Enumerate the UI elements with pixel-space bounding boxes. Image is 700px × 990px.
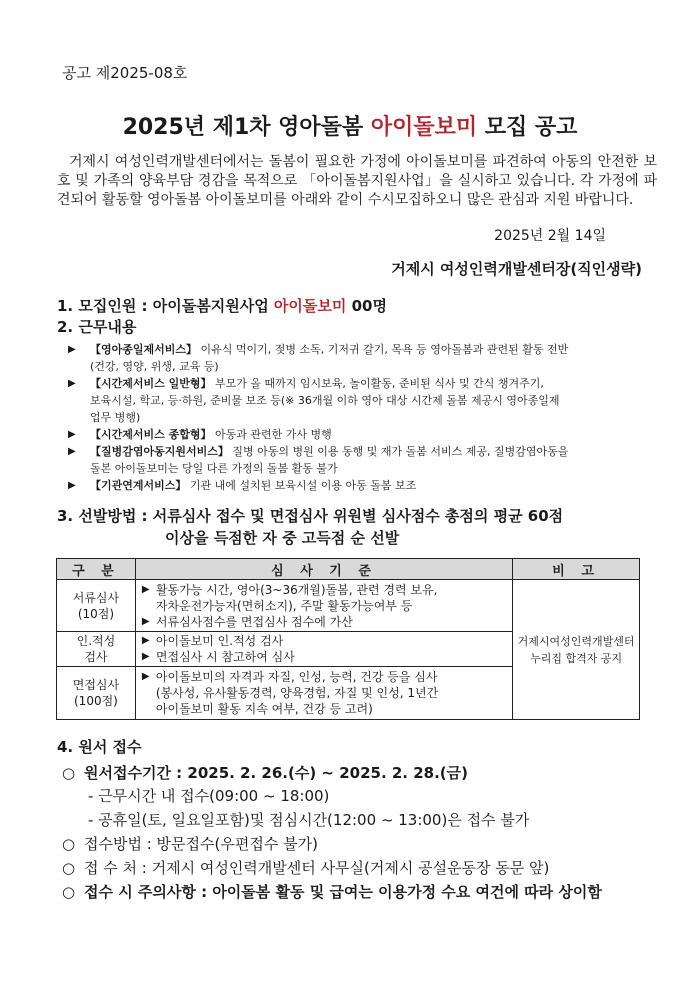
title-suffix: 모집 공고 [477, 115, 578, 140]
section-recruitment [57, 295, 387, 316]
triangle-bullet-icon: ▶ [141, 583, 150, 595]
circle-bullet-icon: ○ [62, 859, 76, 877]
triangle-bullet-icon: ▶ [68, 429, 76, 440]
service-tag: 【기관연계서비스】 [90, 479, 187, 492]
service-continuation: 보육시설, 학교, 등·하원, 준비물 보조 등(※ 36개월 이하 영아 대상 시간제 돌봄 제공시 영아종일제 [90, 394, 560, 407]
services-list [68, 341, 653, 494]
application-hours: - 근무시간 내 접수(09:00 ~ 18:00) [88, 787, 330, 805]
service-tag: 【질병감염아동지원서비스】 [90, 445, 229, 458]
application-method: ○ 접수방법 : 방문접수(우편접수 불가) [62, 835, 318, 853]
triangle-bullet-icon: ▶ [68, 378, 76, 389]
criteria-table [56, 558, 640, 720]
service-continuation: 돌본 아이돌보미는 당일 다른 가정의 돌봄 활동 불가 [90, 462, 338, 475]
row-criteria: ▶ 아이돌보미의 자격과 자질, 인성, 능력, 건강 등을 심사 (봉사성, 유사활동경력, 양육경험, 자질 및 인성, 1년간 아이돌보미 활동 지속 여부, 건강 등 고려) [135, 667, 512, 720]
service-tag: 【시간제서비스 종합형】 [90, 428, 212, 441]
section-duties-title: 2. 근무내용 [57, 318, 137, 336]
triangle-bullet-icon: ▶ [141, 671, 150, 682]
row-remark: 거제시여성인력개발센터 누리집 합격자 공지 [513, 580, 640, 720]
service-item [68, 375, 653, 426]
page-title [0, 110, 700, 141]
service-item [68, 443, 653, 477]
section-selection [57, 505, 563, 549]
section1-highlight: 아이돌보미 [273, 297, 347, 315]
row-criteria: ▶ 아이돌보미 인.적성 검사 ▶ 면접심사 시 참고하여 심사 [135, 632, 512, 667]
notice-date: 2025년 2월 14일 [494, 228, 606, 244]
notice-number: 공고 제2025-08호 [62, 64, 188, 82]
row-category: 면접심사 (100점) [57, 667, 136, 720]
section1-prefix: 1. 모집인원 : 아이돌봄지원사업 [57, 297, 274, 315]
intro-text: 거제시 여성인력개발센터에서는 돌봄이 필요한 가정에 아이돌보미를 파견하여 아동의 안전한 보호 및 가족의 양육부담 경감을 목적으로 「아이돌봄지원사업」을 실시하고 있습니다. 각 가정에 파견되어 활동할 영아돌봄 아이돌보미를 아래와 같이 수시모집하오니 많은 관심과 지원 바랍니다. [57, 154, 657, 208]
row-category: 인.적성 검사 [57, 632, 136, 667]
issuer: 거제시 여성인력개발센터장(직인생략) [391, 260, 642, 278]
service-text: 질병 아동의 병원 이용 동행 및 재가 돌봄 서비스 제공, 질병감염아동을 [228, 445, 569, 458]
service-text: 기관 내에 설치된 보육시설 이용 아동 돌봄 보조 [186, 479, 417, 492]
header-criteria: 심 사 기 준 [135, 559, 512, 580]
table-header-row [57, 559, 640, 580]
application-period: ○ 원서접수기간 : 2025. 2. 26.(수) ~ 2025. 2. 28.(금) [62, 764, 468, 782]
table-row [57, 580, 640, 632]
title-highlight: 아이돌보미 [370, 115, 478, 140]
header-category: 구 분 [57, 559, 136, 580]
service-continuation: (건강, 영양, 위생, 교육 등) [90, 360, 219, 373]
circle-bullet-icon: ○ [62, 835, 76, 853]
service-text: 부모가 올 때까지 임시보육, 놀이활동, 준비된 식사 및 간식 챙겨주기, [211, 377, 544, 390]
service-text: 아동과 관련한 가사 병행 [211, 428, 332, 441]
circle-bullet-icon: ○ [62, 764, 76, 782]
service-text: 이유식 먹이기, 젖병 소독, 기저귀 갈기, 목욕 등 영아돌봄과 관련된 활동 전반 [197, 343, 569, 356]
triangle-bullet-icon: ▶ [141, 635, 150, 646]
row-criteria: ▶ 활동가능 시간, 영아(3~36개월)돌봄, 관련 경력 보유, 자차운전가능자(면허소지), 주말 활동가능여부 등 ▶ 서류심사점수를 면접심사 점수에 가산 [135, 580, 512, 632]
selection-line-1: 3. 선발방법 : 서류심사 접수 및 면접심사 위원별 심사점수 총점의 평균 60점 [57, 507, 564, 525]
application-exclusion: - 공휴일(토, 일요일포함)및 점심시간(12:00 ~ 13:00)은 접수 불가 [88, 811, 530, 829]
service-item [68, 426, 653, 443]
triangle-bullet-icon: ▶ [68, 480, 76, 491]
section1-suffix: 00명 [346, 297, 387, 315]
section-application-title: 4. 원서 접수 [57, 738, 142, 756]
application-place: ○ 접 수 처 : 거제시 여성인력개발센터 사무실(거제시 공설운동장 동문 앞) [62, 859, 550, 877]
application-caution: ○ 접수 시 주의사항 : 아이돌봄 활동 및 급여는 이용가정 수요 여건에 따라 상이함 [62, 883, 602, 901]
triangle-bullet-icon: ▶ [141, 651, 150, 662]
service-continuation: 업무 병행) [90, 411, 141, 424]
triangle-bullet-icon: ▶ [68, 344, 76, 355]
service-tag: 【시간제서비스 일반형】 [90, 377, 212, 390]
row-category: 서류심사 (10점) [57, 580, 136, 632]
title-prefix: 2025년 제1차 영아돌봄 [122, 115, 371, 140]
selection-line-2: 이상을 득점한 자 중 고득점 순 선발 [165, 529, 400, 547]
service-item [68, 477, 653, 494]
intro-paragraph [57, 153, 657, 210]
header-remark: 비 고 [513, 559, 640, 580]
triangle-bullet-icon: ▶ [141, 615, 150, 627]
service-item [68, 341, 653, 375]
triangle-bullet-icon: ▶ [68, 446, 76, 457]
service-tag: 【영아종일제서비스】 [90, 343, 198, 356]
circle-bullet-icon: ○ [62, 883, 76, 901]
